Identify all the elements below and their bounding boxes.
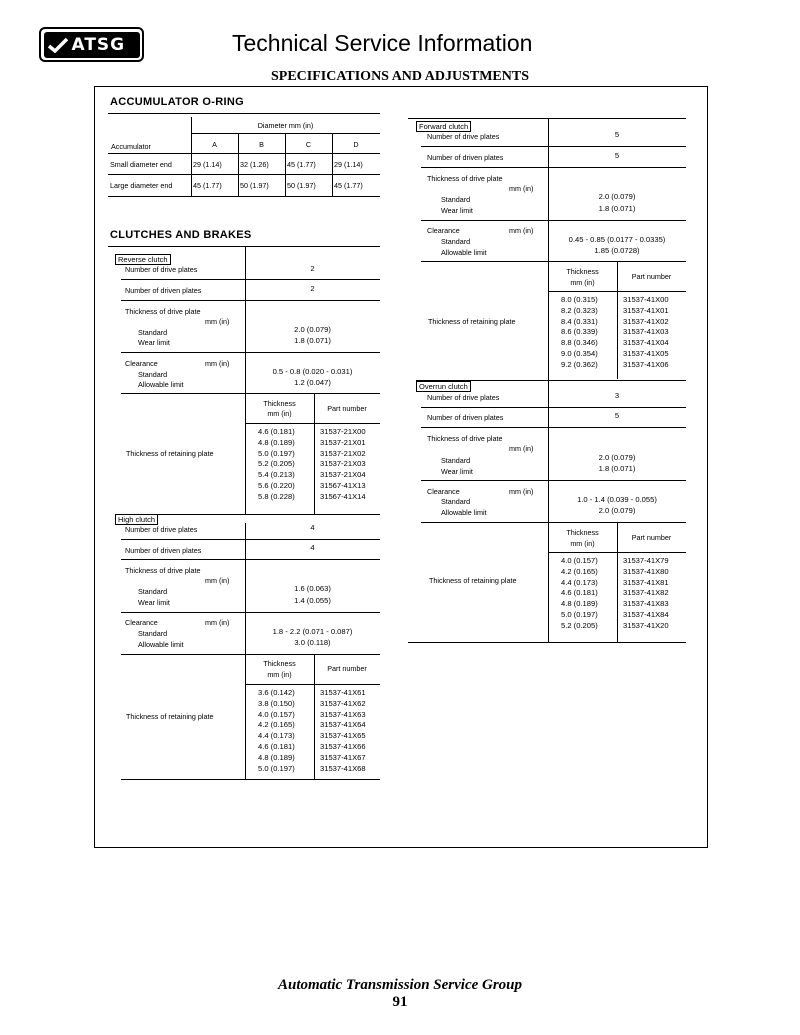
- retaining-thickness-value: 9.2 (0.362): [561, 359, 598, 369]
- ovr-clear-std-label: Standard: [441, 497, 471, 506]
- fwd-clear-limit-value: 1.85 (0.0728): [594, 246, 640, 255]
- rev-driven-plates-value: 2: [310, 284, 315, 293]
- ovr-clear-limit-value: 2.0 (0.079): [598, 506, 636, 515]
- fwd-thickness-header: Thickness: [566, 267, 599, 276]
- large-c: 50 (1.97): [287, 181, 316, 190]
- high-thickness-drive-label: Thickness of drive plate: [125, 566, 201, 575]
- rev-drive-wear-label: Wear limit: [138, 338, 170, 347]
- high-driven-plates-label: Number of driven plates: [125, 546, 202, 555]
- retaining-thickness-value: 5.0 (0.197): [258, 448, 295, 458]
- retaining-part-number: 31537-41X81: [623, 577, 669, 587]
- fwd-clear-std-value: 0.45 - 0.85 (0.0177 - 0.0335): [568, 235, 666, 244]
- high-drive-plates-value: 4: [310, 523, 315, 532]
- fwd-drive-plates-label: Number of drive plates: [427, 132, 500, 141]
- rev-drive-std-value: 2.0 (0.079): [294, 325, 331, 334]
- large-diameter-label: Large diameter end: [110, 181, 173, 190]
- rev-clearance-unit: mm (in): [205, 359, 230, 368]
- high-part-number-header: Part number: [327, 664, 367, 673]
- high-drive-wear-label: Wear limit: [138, 598, 170, 607]
- rev-clear-std-label: Standard: [138, 370, 168, 379]
- fwd-drive-wear-value: 1.8 (0.071): [598, 204, 636, 213]
- ovr-drive-std-value: 2.0 (0.079): [598, 453, 636, 462]
- retaining-part-number: 31537-41X68: [320, 763, 366, 773]
- retaining-thickness-value: 4.8 (0.189): [258, 752, 295, 762]
- retaining-thickness-value: 4.6 (0.181): [258, 741, 295, 751]
- retaining-thickness-value: 8.4 (0.331): [561, 316, 598, 326]
- fwd-retaining-thickness-list: [561, 295, 598, 371]
- col-d: D: [353, 140, 359, 149]
- rev-retaining-label: Thickness of retaining plate: [126, 449, 214, 458]
- retaining-thickness-value: 8.2 (0.323): [561, 305, 598, 315]
- retaining-thickness-value: 8.0 (0.315): [561, 295, 598, 304]
- rev-drive-std-label: Standard: [138, 328, 168, 337]
- rev-drive-wear-value: 1.8 (0.071): [294, 336, 331, 345]
- rev-clear-limit-value: 1.2 (0.047): [294, 378, 331, 387]
- high-clear-limit-label: Allowable limit: [138, 640, 184, 649]
- ovr-part-number-header: Part number: [631, 533, 672, 542]
- fwd-thickness-unit: mm (in): [570, 278, 595, 287]
- high-drive-plates-label: Number of drive plates: [125, 525, 198, 534]
- retaining-thickness-value: 5.2 (0.205): [561, 620, 598, 630]
- fwd-drive-std-label: Standard: [441, 195, 471, 204]
- rev-retaining-thickness-list: [258, 427, 295, 503]
- retaining-thickness-value: 9.0 (0.354): [561, 348, 598, 358]
- footer-org: Automatic Transmission Service Group: [277, 977, 523, 993]
- retaining-part-number: 31537-41X61: [320, 688, 366, 697]
- fwd-clear-std-label: Standard: [441, 237, 471, 246]
- accumulator-title: ACCUMULATOR O-RING: [110, 96, 244, 108]
- rev-part-number-header: Part number: [327, 404, 367, 413]
- high-clutch-label: High clutch: [115, 514, 158, 525]
- high-clear-limit-value: 3.0 (0.118): [294, 638, 331, 647]
- retaining-part-number: 31537-41X04: [623, 338, 669, 348]
- retaining-part-number: 31537-41X62: [320, 698, 366, 708]
- retaining-part-number: 31537-41X80: [623, 566, 669, 576]
- fwd-thickness-drive-label: Thickness of drive plate: [427, 174, 503, 183]
- retaining-part-number: 31537-41X79: [623, 556, 669, 565]
- retaining-part-number: 31537-41X05: [623, 348, 669, 358]
- retaining-part-number: 31537-41X02: [623, 316, 669, 326]
- fwd-retaining-part-list: [623, 295, 669, 371]
- retaining-thickness-value: 8.6 (0.339): [561, 327, 598, 337]
- rev-drive-plates-label: Number of drive plates: [125, 265, 198, 274]
- atsg-logo: [39, 27, 144, 62]
- rev-driven-plates-label: Number of driven plates: [125, 286, 202, 295]
- retaining-part-number: 31537-21X04: [320, 470, 366, 480]
- col-c: C: [305, 140, 312, 149]
- logo-text: ATSG: [71, 34, 126, 55]
- retaining-thickness-value: 4.6 (0.181): [258, 427, 295, 436]
- high-thickness-drive-unit: mm (in): [205, 576, 230, 585]
- retaining-thickness-value: 5.4 (0.213): [258, 470, 295, 480]
- rev-clear-limit-label: Allowable limit: [138, 380, 184, 389]
- fwd-drive-plates-value: 5: [614, 130, 620, 139]
- retaining-part-number: 31537-41X66: [320, 741, 366, 751]
- high-clear-std-value: 1.8 - 2.2 (0.071 - 0.087): [272, 627, 353, 636]
- ovr-drive-plates-value: 3: [614, 391, 620, 400]
- retaining-part-number: 31537-41X83: [623, 599, 669, 609]
- retaining-part-number: 31567-41X14: [320, 491, 366, 501]
- fwd-driven-plates-label: Number of driven plates: [427, 153, 504, 162]
- retaining-thickness-value: 4.2 (0.165): [258, 720, 295, 730]
- ovr-drive-plates-label: Number of drive plates: [427, 393, 500, 402]
- fwd-thickness-drive-unit: mm (in): [509, 184, 534, 193]
- high-driven-plates-value: 4: [310, 543, 315, 552]
- retaining-thickness-value: 5.6 (0.220): [258, 480, 295, 490]
- retaining-part-number: 31537-21X02: [320, 448, 366, 458]
- rev-thickness-header: Thickness: [263, 399, 296, 408]
- diameter-header: Diameter mm (in): [257, 121, 314, 130]
- high-retaining-thickness-list: [258, 688, 295, 774]
- retaining-part-number: 31537-41X84: [623, 609, 669, 619]
- ovr-thickness-unit: mm (in): [570, 539, 595, 548]
- rev-thickness-unit: mm (in): [267, 409, 292, 418]
- retaining-thickness-value: 5.0 (0.197): [258, 763, 295, 773]
- retaining-thickness-value: 4.4 (0.173): [258, 731, 295, 741]
- retaining-part-number: 31537-41X03: [623, 327, 669, 337]
- high-retaining-label: Thickness of retaining plate: [126, 712, 214, 721]
- col-a: A: [212, 140, 217, 149]
- retaining-thickness-value: 4.8 (0.189): [258, 437, 295, 447]
- large-a: 45 (1.77): [193, 181, 222, 190]
- retaining-part-number: 31567-41X13: [320, 480, 366, 490]
- ovr-clearance-unit: mm (in): [509, 487, 534, 496]
- retaining-part-number: 31537-21X00: [320, 427, 366, 436]
- retaining-part-number: 31537-41X63: [320, 709, 366, 719]
- retaining-part-number: 31537-41X82: [623, 588, 669, 598]
- retaining-part-number: 31537-41X00: [623, 295, 669, 304]
- fwd-clearance-unit: mm (in): [509, 226, 534, 235]
- fwd-drive-std-value: 2.0 (0.079): [598, 192, 636, 201]
- ovr-thickness-header: Thickness: [566, 528, 599, 537]
- retaining-thickness-value: 4.6 (0.181): [561, 588, 598, 598]
- large-d: 45 (1.77): [334, 181, 363, 190]
- retaining-thickness-value: 5.8 (0.228): [258, 491, 295, 501]
- forward-clutch-label: Forward clutch: [416, 121, 471, 132]
- col-b: B: [259, 140, 264, 149]
- retaining-part-number: 31537-41X67: [320, 752, 366, 762]
- retaining-thickness-value: 4.8 (0.189): [561, 599, 598, 609]
- overrun-clutch-label: Overrun clutch: [416, 381, 471, 392]
- retaining-part-number: 31537-41X64: [320, 720, 366, 730]
- retaining-thickness-value: 4.2 (0.165): [561, 566, 598, 576]
- fwd-retaining-label: Thickness of retaining plate: [428, 317, 516, 326]
- high-retaining-part-list: [320, 688, 366, 774]
- ovr-drive-wear-value: 1.8 (0.071): [598, 464, 636, 473]
- rev-thickness-drive-label: Thickness of drive plate: [125, 307, 201, 316]
- retaining-thickness-value: 3.8 (0.150): [258, 698, 295, 708]
- large-b: 50 (1.97): [240, 181, 269, 190]
- retaining-thickness-value: 5.2 (0.205): [258, 459, 295, 469]
- ovr-driven-plates-label: Number of driven plates: [427, 413, 504, 422]
- small-a: 29 (1.14): [193, 160, 222, 169]
- ovr-retaining-thickness-list: [561, 556, 598, 632]
- retaining-part-number: 31537-21X01: [320, 437, 366, 447]
- high-clear-std-label: Standard: [138, 629, 168, 638]
- high-clearance-unit: mm (in): [205, 618, 230, 627]
- ovr-thickness-drive-label: Thickness of drive plate: [427, 434, 503, 443]
- high-clearance-label: Clearance: [125, 618, 158, 627]
- small-b: 32 (1.26): [240, 160, 269, 169]
- retaining-part-number: 31537-41X65: [320, 731, 366, 741]
- retaining-part-number: 31537-41X06: [623, 359, 669, 369]
- high-drive-wear-value: 1.4 (0.055): [294, 596, 331, 605]
- ovr-driven-plates-value: 5: [614, 411, 620, 420]
- fwd-driven-plates-value: 5: [614, 151, 620, 160]
- page-subtitle: SPECIFICATIONS AND ADJUSTMENTS: [270, 69, 529, 84]
- fwd-clearance-label: Clearance: [427, 226, 460, 235]
- page-number: 91: [392, 994, 408, 1010]
- ovr-drive-wear-label: Wear limit: [441, 467, 473, 476]
- small-diameter-label: Small diameter end: [110, 160, 172, 169]
- high-thickness-unit: mm (in): [267, 670, 292, 679]
- retaining-thickness-value: 5.0 (0.197): [561, 609, 598, 619]
- high-thickness-header: Thickness: [263, 659, 296, 668]
- fwd-drive-wear-label: Wear limit: [441, 206, 473, 215]
- ovr-thickness-drive-unit: mm (in): [509, 444, 534, 453]
- rev-clearance-label: Clearance: [125, 359, 158, 368]
- ovr-clear-limit-label: Allowable limit: [441, 508, 487, 517]
- ovr-retaining-label: Thickness of retaining plate: [429, 576, 517, 585]
- ovr-drive-std-label: Standard: [441, 456, 471, 465]
- ovr-clear-std-value: 1.0 - 1.4 (0.039 - 0.055): [577, 495, 657, 504]
- page-title: Technical Service Information: [232, 30, 533, 56]
- rev-retaining-part-list: [320, 427, 366, 503]
- small-c: 45 (1.77): [287, 160, 316, 169]
- fwd-clear-limit-label: Allowable limit: [441, 248, 487, 257]
- checkmark-icon: [48, 37, 68, 53]
- retaining-thickness-value: 3.6 (0.142): [258, 688, 295, 697]
- rev-drive-plates-value: 2: [310, 264, 315, 273]
- rev-clear-std-value: 0.5 - 0.8 (0.020 - 0.031): [272, 367, 353, 376]
- retaining-part-number: 31537-41X20: [623, 620, 669, 630]
- accumulator-row-header: Accumulator: [111, 142, 151, 151]
- reverse-clutch-label: Reverse clutch: [115, 254, 171, 265]
- fwd-part-number-header: Part number: [631, 272, 672, 281]
- retaining-thickness-value: 4.4 (0.173): [561, 577, 598, 587]
- small-d: 29 (1.14): [334, 160, 363, 169]
- retaining-thickness-value: 4.0 (0.157): [561, 556, 598, 565]
- retaining-thickness-value: 8.8 (0.346): [561, 338, 598, 348]
- ovr-clearance-label: Clearance: [427, 487, 460, 496]
- ovr-retaining-part-list: [623, 556, 669, 632]
- retaining-part-number: 31537-41X01: [623, 305, 669, 315]
- retaining-part-number: 31537-21X03: [320, 459, 366, 469]
- high-drive-std-label: Standard: [138, 587, 168, 596]
- clutches-title: CLUTCHES AND BRAKES: [110, 229, 252, 241]
- rev-thickness-drive-unit: mm (in): [205, 317, 230, 326]
- retaining-thickness-value: 4.0 (0.157): [258, 709, 295, 719]
- high-drive-std-value: 1.6 (0.063): [294, 584, 331, 593]
